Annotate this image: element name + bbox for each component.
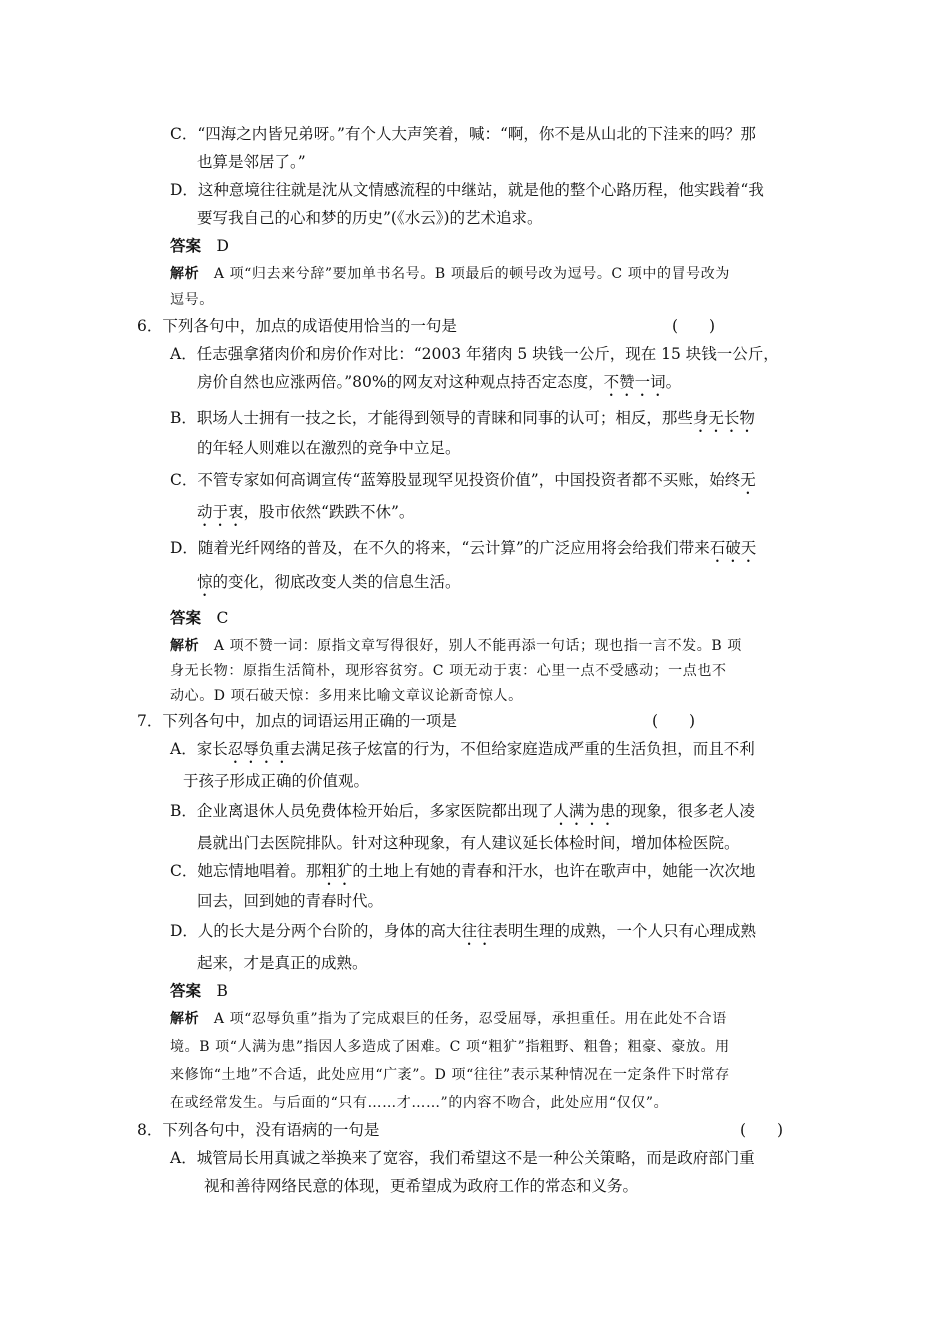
line-text: A 项“归去来兮辞”要加单书名号。B 项最后的顿号改为逗号。C 项中的冒号改为 <box>213 266 730 282</box>
line-text: 动心。D 项石破天惊：多用来比喻文章议论新奇惊人。 <box>170 688 523 704</box>
text-line <box>137 711 457 731</box>
line-text: D．这种意境往往就是沈从文情感流程的中继站，就是他的整个心路历程，他实践着“我 <box>170 181 764 199</box>
line-text: D．随着光纤网络的普及，在不久的将来，“云计算”的广泛应用将会给我们带来 <box>170 539 710 557</box>
dotted-phrase: 粗犷 <box>321 862 353 880</box>
text-line <box>170 1009 727 1029</box>
line-text: C．不管专家如何高调宣传“蓝筹股显现罕见投资价值”，中国投资者都不买账，始终 <box>170 471 741 489</box>
text-line <box>197 208 543 228</box>
line-text: 来修饰“土地”不合适，此处应用“广袤”。D 项“往往”表示某种情况在一定条件下时常存 <box>170 1067 730 1083</box>
line-text: 7．下列各句中，加点的词语运用正确的一项是 <box>137 712 457 730</box>
text-line <box>170 1037 730 1057</box>
line-text: A 项不赞一词：原指文章写得很好，别人不能再添一句话；现也指一言不发。B 项 <box>213 638 742 654</box>
text-line <box>197 502 414 530</box>
dotted-phrase: 忍辱负重 <box>227 740 290 758</box>
dotted-phrase: 不赞一词 <box>603 373 666 391</box>
label-answer: 答案 <box>170 608 202 627</box>
line-text: C <box>216 609 229 627</box>
line-text: B．职场人士拥有一技之长，才能得到领导的青睐和同事的认可；相反，那些 <box>170 409 693 427</box>
line-text: 的年轻人则难以在激烈的竞争中立足。 <box>197 439 461 457</box>
line-text: D．人的长大是分两个台阶的，身体的高大 <box>170 922 462 940</box>
line-text: A．任志强拿猪肉价和房价作对比：“2003 年猪肉 5 块钱一公斤，现在 15 块钱一公斤， <box>170 345 779 363</box>
line-text: 身无长物：原指生活简朴，现形容贫穷。C 项无动于衷：心里一点不受感动；一点也不 <box>170 663 727 679</box>
line-text: B <box>216 982 228 1000</box>
text-line <box>170 236 229 256</box>
label-answer: 答案 <box>170 981 202 1000</box>
text-line <box>137 1120 379 1140</box>
text-line <box>204 1176 638 1196</box>
text-line <box>170 264 730 284</box>
line-text: 起来，才是真正的成熟。 <box>197 954 368 972</box>
text-line <box>170 608 228 628</box>
line-text-after: 。 <box>665 373 682 391</box>
dotted-phrase: 人满为患 <box>553 802 616 820</box>
text-line <box>170 290 214 310</box>
line-text: B．企业离退休人员免费体检开始后，多家医院都出现了 <box>170 802 554 820</box>
line-text-after: ，股市依然“跌跌不休”。 <box>243 503 415 521</box>
line-text: A．城管局长用真诚之举换来了宽容，我们希望这不是一种公关策略，而是政府部门重 <box>170 1149 755 1167</box>
dotted-phrase: 惊 <box>197 573 213 591</box>
line-text: D <box>216 237 229 255</box>
label-analysis: 解析 <box>170 638 200 654</box>
line-text: 境。B 项“人满为患”指因人多造成了困难。C 项“粗犷”指粗野、粗鲁；粗豪、豪放。用 <box>170 1039 730 1055</box>
text-line <box>197 572 461 600</box>
line-text: 要写我自己的心和梦的历史”(《水云》)的艺术追求。 <box>197 209 543 227</box>
label-analysis: 解析 <box>170 1011 200 1027</box>
line-text: 晨就出门去医院排队。针对这种现象，有人建议延长体检时间，增加体检医院。 <box>197 834 740 852</box>
label-answer: 答案 <box>170 236 202 255</box>
text-line <box>170 739 755 767</box>
line-text: 在或经常发生。与后面的“只有……才……”的内容不吻合，此处应用“仅仅”。 <box>170 1095 669 1111</box>
text-line <box>170 124 756 144</box>
text-line <box>170 981 228 1001</box>
dotted-phrase: 石破天 <box>709 539 757 557</box>
text-line <box>170 344 779 364</box>
text-line <box>170 661 727 681</box>
text-line <box>137 316 457 336</box>
text-line <box>170 636 742 656</box>
text-line <box>197 953 368 973</box>
dotted-phrase: 身无长物 <box>692 409 755 427</box>
line-text: A 项“忍辱负重”指为了完成艰巨的任务，忍受屈辱，承担重任。用在此处不合语 <box>213 1011 727 1027</box>
line-text: 视和善待网络民意的体现，更希望成为政府工作的常态和义务。 <box>204 1177 639 1195</box>
line-text: 回去，回到她的青春时代。 <box>197 892 384 910</box>
text-line <box>170 538 756 566</box>
line-text-after: 去满足孩子炫富的行为，不但给家庭造成严重的生活负担，而且不利 <box>289 740 755 758</box>
label-analysis: 解析 <box>170 266 200 282</box>
text-line <box>170 801 755 829</box>
dotted-phrase: 往往 <box>461 922 493 940</box>
answer-blank: ( ) <box>672 317 716 335</box>
line-text: C．“四海之内皆兄弟呀。”有个人大声笑着，喊：“啊，你不是从山北的下洼来的吗？那 <box>170 125 756 143</box>
answer-blank: ( ) <box>652 712 696 730</box>
line-text: 于孩子形成正确的价值观。 <box>183 772 370 790</box>
line-text: 也算是邻居了。” <box>197 153 306 171</box>
text-line <box>183 771 369 791</box>
dotted-phrase: 无 <box>740 471 756 489</box>
text-line <box>197 438 461 458</box>
text-line <box>170 180 764 200</box>
text-line <box>170 861 755 889</box>
text-line <box>170 470 756 498</box>
text-line <box>170 921 756 949</box>
text-line <box>197 152 306 172</box>
text-line <box>170 1148 755 1168</box>
line-text-after: 表明生理的成熟，一个人只有心理成熟 <box>492 922 756 940</box>
line-text: 房价自然也应涨两倍。”80%的网友对这种观点持否定态度， <box>197 373 604 391</box>
line-text-after: 的变化，彻底改变人类的信息生活。 <box>212 573 461 591</box>
line-text: A．家长 <box>170 740 228 758</box>
line-text: 8．下列各句中，没有语病的一句是 <box>137 1121 380 1139</box>
text-line <box>197 891 383 911</box>
line-text: 逗号。 <box>170 292 214 308</box>
line-text: C．她忘情地唱着。那 <box>170 862 322 880</box>
text-line <box>170 408 755 436</box>
answer-blank: ( ) <box>740 1121 784 1139</box>
dotted-phrase: 动于衷 <box>197 503 244 521</box>
text-line <box>170 1065 730 1085</box>
text-line <box>170 1093 668 1113</box>
text-line <box>170 686 523 706</box>
line-text-after: 的现象，很多老人凌 <box>615 802 755 820</box>
text-line <box>197 372 681 400</box>
text-line <box>197 833 740 853</box>
line-text: 6．下列各句中，加点的成语使用恰当的一句是 <box>137 317 457 335</box>
line-text-after: 的土地上有她的青春和汗水，也许在歌声中，她能一次次地 <box>352 862 756 880</box>
